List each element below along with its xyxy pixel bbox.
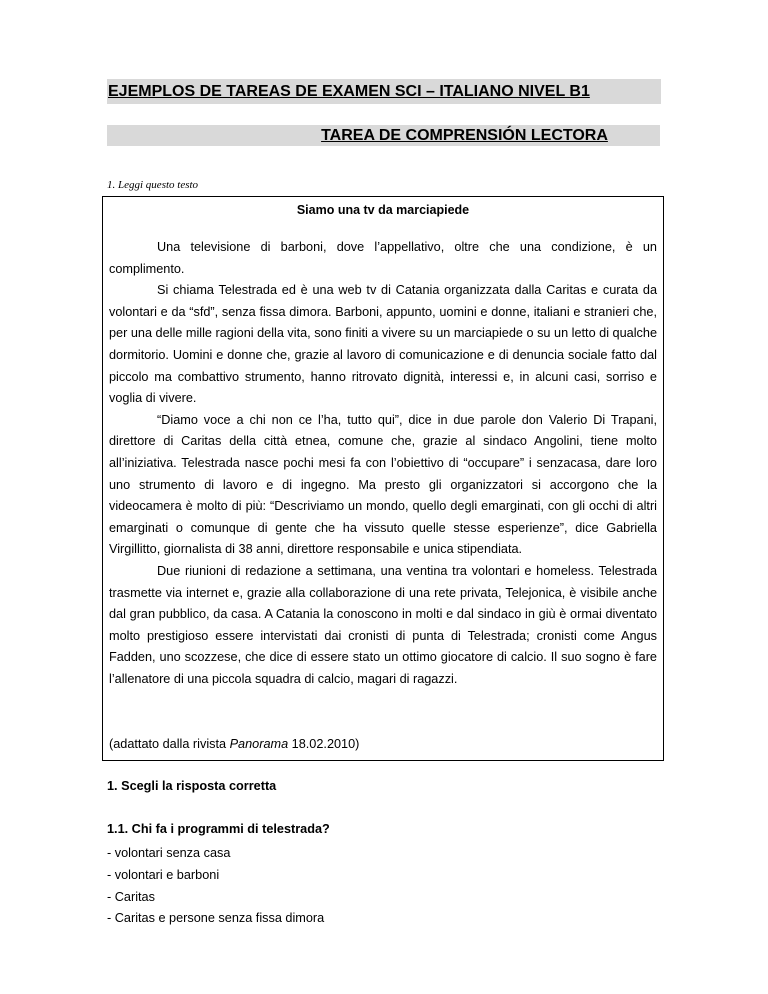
article-source: [109, 737, 359, 751]
answer-option: - Caritas e persone senza fissa dimora: [107, 911, 325, 926]
article-paragraph: Una televisione di barboni, dove l’appellativo, oltre che una condizione, è un complimento.: [109, 240, 657, 276]
question-title: 1.1. Chi fa i programmi di telestrada?: [107, 822, 330, 836]
source-magazine: Panorama: [229, 737, 289, 751]
page-title: EJEMPLOS DE TAREAS DE EXAMEN SCI – ITALIANO NIVEL B1: [107, 79, 661, 104]
article-title: Siamo una tv da marciapiede: [296, 203, 470, 217]
source-prefix: (adattato dalla rivista: [109, 737, 230, 751]
article-paragraph: Due riunioni di redazione a settimana, una ventina tra volontari e homeless. Telestrada trasmette via internet e, grazie alla collaborazione di una rete privata, Telejonica, è visibile anche dal gran pubblico, da casa. A Catania la conoscono in molti e dal sindaco in giù è ormai diventato molto prestigioso essere intervistati dai cronisti di punta di Telestrada; cronisti come Angus Fadden, uno scozzese, che dice di essere stato un ottimo giocatore di calcio. Il suo sogno è fare l’allenatore di una piccola squadra di calcio, magari di ragazzi.: [109, 563, 657, 686]
article-body: [109, 237, 657, 690]
section-heading-bar: [107, 125, 660, 146]
answer-option: - Caritas: [107, 889, 155, 904]
answer-option: - volontari senza casa: [107, 846, 231, 860]
article-box: [102, 196, 664, 761]
source-date: 18.02.2010): [288, 737, 360, 751]
article-paragraph: Si chiama Telestrada ed è una web tv di Catania organizzata dalla Caritas e curata da volontari e da “sfd”, senza fissa dimora. Barboni, appunto, uomini e donne, italiani e stranieri che, per una delle mille ragioni della vita, sono finiti a vivere su un marciapiede o su un letto di qualche dormitorio. Uomini e donne che, grazie al lavoro di comunicazione e di denuncia sociale fatto dal piccolo ma combattivo strumento, hanno ritrovato dignità, interessi e, in alcuni casi, sorriso e voglia di vivere.: [109, 283, 657, 406]
exercise-heading: 1. Scegli la risposta corretta: [107, 779, 277, 793]
answer-options: [107, 843, 324, 930]
reading-instruction: 1. Leggi questo testo: [107, 179, 199, 191]
article-paragraph: “Diamo voce a chi non ce l’ha, tutto qui”, dice in due parole don Valerio Di Trapani, direttore di Caritas della città etnea, comune che, grazie al sindaco Angolini, tiene molto all’iniziativa. Telestrada nasce pochi mesi fa con l’obiettivo di “occupare” i senzacasa, dare loro uno strumento di lavoro e di ingegno. Ma presto gli organizzatori si accorgono che la videocamera è molto di più: “Descriviamo un mondo, quello degli emarginati, con gli occhi di altri emarginati o comunque di gente che ha vissuto quelle stesse esperienze”, dice Gabriella Virgillitto, giornalista di 38 anni, direttore responsabile e unica stipendiata.: [109, 412, 657, 557]
answer-option: - volontari e barboni: [107, 867, 220, 882]
section-title: TAREA DE COMPRENSIÓN LECTORA: [321, 127, 608, 144]
